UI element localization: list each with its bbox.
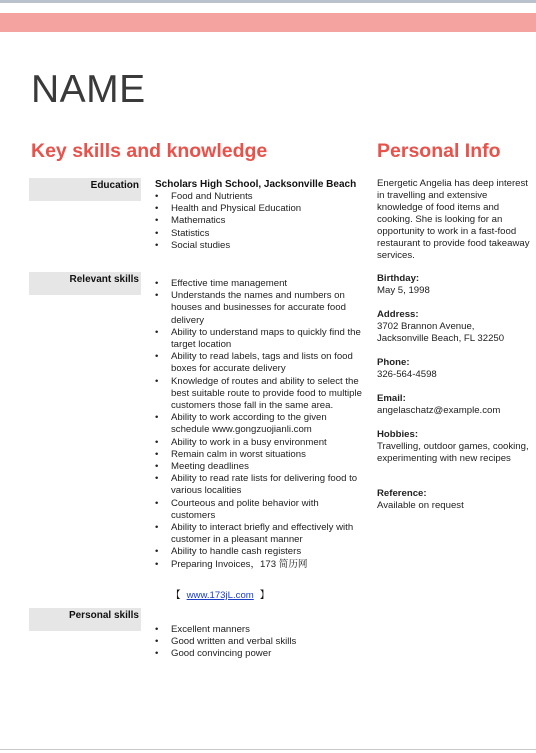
hobbies-value: Travelling, outdoor games, cooking, experimenting with new recipes — [377, 441, 529, 464]
list-item: • Social studies — [155, 240, 365, 252]
address-label: Address: — [377, 309, 419, 320]
list-item: • Ability to work according to the given schedule www.gongzuojianli.com — [155, 412, 365, 436]
list-item: • Food and Nutrients — [155, 191, 365, 203]
list-item: • Meeting deadlines — [155, 461, 365, 473]
birthday-block — [377, 273, 534, 297]
address-line-1: 3702 Brannon Avenue, — [377, 321, 475, 332]
reference-value: Available on request — [377, 500, 464, 511]
phone-label: Phone: — [377, 357, 410, 368]
list-item: • Ability to read labels, tags and lists on food boxes for accurate delivery — [155, 351, 365, 375]
list-item: • Ability to read rate lists for delivering food to various localities — [155, 473, 365, 497]
list-item: • Remain calm in worst situations — [155, 449, 365, 461]
phone-value: 326-564-4598 — [377, 369, 437, 380]
address-block — [377, 309, 534, 345]
resume-name: NAME — [31, 68, 146, 111]
relevant-skills-list — [155, 278, 365, 571]
list-item: • Health and Physical Education — [155, 203, 365, 215]
education-label: Education — [29, 178, 141, 201]
birthday-value: May 5, 1998 — [377, 285, 430, 296]
personal-info-heading: Personal Info — [377, 140, 501, 162]
bracket-close: 】 — [259, 590, 270, 601]
summary-text: Energetic Angelia has deep interest in travelling and extensive knowledge of food items and cooking. She is looking for an opportunity to work in a fast-food restaurant to provide food takeaway services. — [377, 178, 530, 261]
list-item: • Understands the names and numbers on houses and businesses for accurate food delivery — [155, 290, 365, 327]
list-item: • Statistics — [155, 228, 365, 240]
list-item: • Mathematics — [155, 215, 365, 227]
website-link[interactable]: www.173jL.com — [186, 590, 254, 601]
personal-skills-list — [155, 624, 365, 661]
list-item: • Effective time management — [155, 278, 365, 290]
list-item: • Ability to understand maps to quickly find the target location — [155, 327, 365, 351]
list-item: • Ability to handle cash registers — [155, 546, 365, 558]
skills-heading: Key skills and knowledge — [31, 140, 268, 162]
bottom-divider — [0, 749, 536, 750]
hobbies-block — [377, 429, 534, 465]
top-border — [0, 0, 536, 3]
list-item: • Good convincing power — [155, 648, 365, 660]
list-item: • Ability to interact briefly and effectively with customer in a pleasant manner — [155, 522, 365, 546]
school-name: Scholars High School, Jacksonville Beach — [155, 179, 357, 190]
reference-link-line — [171, 587, 269, 601]
birthday-label: Birthday: — [377, 273, 420, 284]
list-item: • Knowledge of routes and ability to select the best suitable route to provide food to multiple customers those fall in the same area. — [155, 376, 365, 413]
phone-block — [377, 357, 534, 381]
address-line-2: Jacksonville Beach, FL 32250 — [377, 333, 505, 344]
list-item: • Ability to work in a busy environment — [155, 437, 365, 449]
education-list — [155, 191, 365, 252]
list-item: • Preparing Invoices，173 简历网 — [155, 559, 365, 571]
reference-label: Reference: — [377, 488, 427, 499]
personal-skills-label: Personal skills — [29, 608, 141, 631]
email-label: Email: — [377, 393, 406, 404]
list-item: • Good written and verbal skills — [155, 636, 365, 648]
hobbies-label: Hobbies: — [377, 429, 419, 440]
list-item: • Courteous and polite behavior with customers — [155, 498, 365, 522]
email-block — [377, 393, 534, 417]
relevant-skills-label: Relevant skills — [29, 272, 141, 295]
email-value: angelaschatz@example.com — [377, 405, 501, 416]
reference-block — [377, 488, 534, 512]
bracket-open: 【 — [171, 590, 181, 601]
list-item: • Excellent manners — [155, 624, 365, 636]
header-band — [0, 13, 536, 32]
